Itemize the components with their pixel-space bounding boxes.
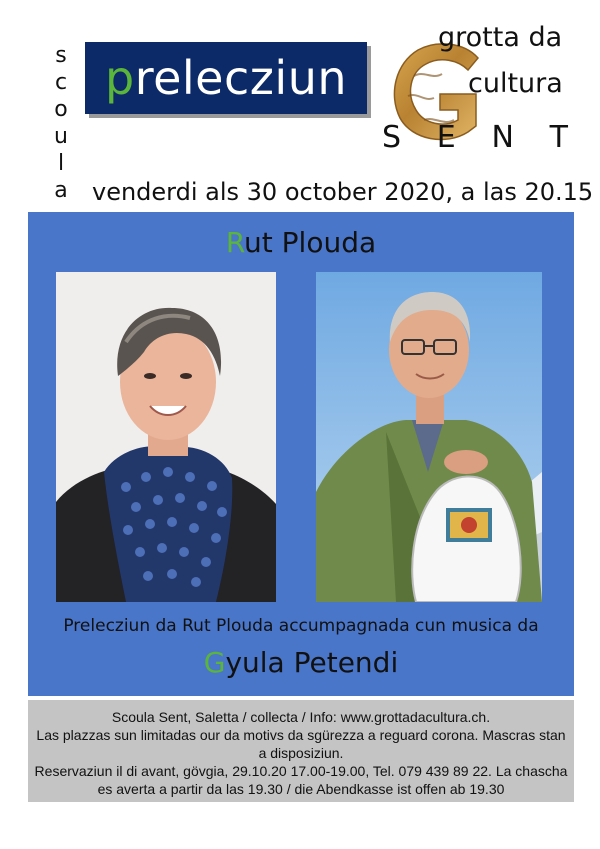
speaker-name-rest: ut Plouda (244, 226, 377, 259)
musician-photo (316, 272, 542, 602)
info-line-safety: Las plazzas sun limitadas our da motivs da sgürezza a reguard corona. Mascras stan a disposiziun. (36, 727, 566, 761)
info-line-reservation: Reservaziun il di avant, gövgia, 29.10.20 17.00-19.00, Tel. 079 439 89 22. La chascha es averta a partir da las 19.30 / die Abendkasse ist offen ab 19.30 (34, 763, 568, 797)
event-date-time: venderdi als 30 october 2020, a las 20.15 (92, 178, 594, 206)
logo-place-name: S E N T (382, 120, 568, 155)
musician-portrait-icon (316, 272, 542, 602)
logo-text-line2: cultura (468, 68, 563, 99)
title-rest: relecziun (134, 51, 347, 105)
speaker-portrait-icon (56, 272, 276, 602)
musician-name-rest: yula Petendi (225, 646, 399, 679)
logo-text-line1: grotta da (438, 22, 563, 53)
musician-name (28, 646, 574, 679)
info-line-location: Scoula Sent, Saletta / collecta / Info: www.grottadacultura.ch. (111, 709, 491, 725)
speaker-panel (28, 212, 574, 696)
page-title (105, 51, 347, 105)
musician-initial: G (203, 646, 226, 679)
info-box (28, 700, 574, 802)
speaker-name (28, 226, 574, 259)
vertical-label-scoula: s c o u l a (54, 43, 68, 203)
title-banner (85, 42, 367, 114)
event-caption: Prelecziun da Rut Plouda accumpagnada cun musica da (63, 616, 539, 636)
speaker-photo (56, 272, 276, 602)
speaker-initial: R (225, 226, 245, 259)
title-initial: p (104, 51, 135, 105)
